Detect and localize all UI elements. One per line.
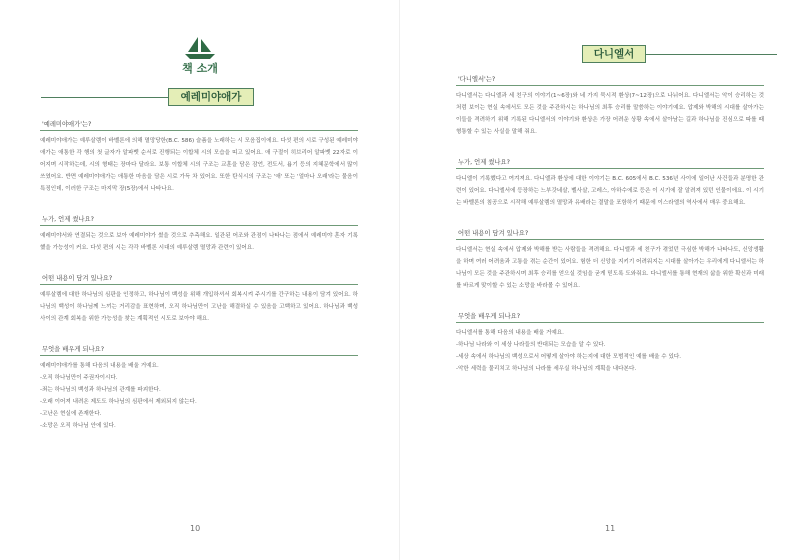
right-sections (456, 73, 764, 393)
right-page (400, 0, 800, 560)
lesson-intro: 예레미야애가를 통해 다음의 내용을 배울 거예요. (40, 363, 159, 369)
lesson-item: -오래 이어져 내려온 제도도 하나님의 심판에서 제외되지 않는다. (40, 399, 197, 405)
section-body: 예레미야서와 연결되는 것으로 보아 예레미야가 썼을 것으로 추측해요. 일관된 어조와 관점이 나타나는 점에서 예레미야 혼자 기록했을 가능성이 커요. 다섯 편의 시는 각각 바벨론 시대의 예루살렘 멸망과 관련이 있어요. (40, 233, 358, 251)
lesson-item: -하나님 나라와 이 세상 나라들의 반대되는 모습을 알 수 있다. (456, 342, 606, 348)
sailboat-logo-icon (183, 35, 217, 61)
section-body (40, 360, 358, 432)
section-body: 다니엘이 기록했다고 여겨져요. 다니엘과 환상에 대한 이야기는 B.C. 605에서 B.C. 536년 사이에 일어난 사건들과 분명한 관련이 있어요. 다니엘서에 등장하는 느부갓네살, 벨사살, 고레스, 아하수에로 등은 이 시기에 잘 알려져 있던 인물이에요. 이 시기는 바벨론의 침공으로 시작해 예루살렘의 멸망과 유배라는 결말을 포함하기 때문에 이스라엘의 역사에서 매우 중요해요. (456, 176, 764, 206)
book-intro-heading: 책 소개 (182, 62, 218, 75)
section-body (456, 327, 764, 375)
section-heading: 어떤 내용이 담겨 있나요? (40, 272, 358, 285)
lesson-intro: 다니엘서를 통해 다음의 내용을 배울 거예요. (456, 330, 564, 336)
lesson-item: -고난은 현실에 존재한다. (40, 411, 102, 417)
section-author (40, 213, 358, 254)
lesson-item: -악한 세력을 물리치고 하나님의 나라를 세우실 하나님의 계획을 내다본다. (456, 366, 637, 372)
section-body: 다니엘서는 다니엘과 세 친구의 이야기(1~6장)와 네 가지 묵시적 환상(7~12장)으로 나뉘어요. 다니엘서는 악이 승리하는 것처럼 보이는 현실 속에서도 모든 것을 주관하시는 하나님의 최후 승리를 말씀하는 이야기예요. 압제와 박해의 시대를 살아가는 이들을 격려하기 위해 기록된 다니엘서의 이야기와 환상은 가장 어려운 상황 속에서 살아남는 길과 하나님을 진심으로 따를 때 형통할 수 있는 사실을 말해 줘요. (456, 93, 764, 135)
section-author (456, 156, 764, 209)
left-sections (40, 118, 358, 450)
section-lessons (456, 310, 764, 375)
section-about (40, 118, 358, 195)
section-about (456, 73, 764, 138)
section-heading: '다니엘서'는? (456, 73, 764, 86)
section-heading: 누가, 언제 썼나요? (456, 156, 764, 169)
page-number: 10 (190, 524, 201, 533)
section-body: 예루살렘에 대한 하나님의 심판을 인정하고, 하나님이 백성을 위해 개입하셔서 회복시켜 주시기를 간구하는 내용이 담겨 있어요. 하나님의 백성이 하나님께 느끼는 거리감을 표현하며, 오직 하나님만이 고난을 해결하실 수 있음을 고백하고 있어요. 하나님과 백성 사이의 관계 회복을 위한 가능성을 찾는 계획적인 시도로 보아야 해요. (40, 292, 358, 322)
lesson-item: -오직 하나님만이 주권자이시다. (40, 375, 118, 381)
section-heading: 누가, 언제 썼나요? (40, 213, 358, 226)
section-lessons (40, 343, 358, 432)
section-body: 예레미야애가는 예루살렘이 바벨론에 의해 멸망당한(B.C. 586) 슬픔을 노래하는 시 모음집이에요. 다섯 편의 시로 구성된 예레미야애가는 애통한 각 행의 첫 글자가 알파벳 순서로 진행되는 이합체 시의 모습을 띠고 있어요. 애 구절이 히브리어 알파벳 22자로 이어지며 시작하는데, 시의 형태는 장마다 달라요. 보통 이합체 시의 구조는 교훈을 담은 잠언, 전도서, 욥기 등의 지혜문학에서 많이 쓰였어요. 반면 예레미야애가는 애통한 마음을 담은 시로 가득 차 있어요. 또한 탄식시의 구조는 '애' 또는 '얼마나 오래'라는 물음이 특징인데, 이러한 구조는 마지막 장(5장)에서 나타나요. (40, 138, 359, 192)
book-title-box: 예레미야애가 (168, 88, 254, 106)
page-number: 11 (605, 524, 616, 533)
section-heading: 무엇을 배우게 되나요? (456, 310, 764, 323)
section-body: 다니엘서는 현실 속에서 압제와 박해를 받는 사람들을 격려해요. 다니엘과 세 친구가 겪었던 극심한 박해가 나타나도, 신앙생활을 하며 여러 어려움과 고통을 겪는 순간이 있어요. 험한 더 신앙을 지키기 어려워지는 시대를 살아가는 우리에게 다니엘서는 하나님이 모든 것을 주관하시며 최후 승리를 얻으실 것임을 굳게 믿도록 도와줘요. 다니엘서를 통해 현재의 삶을 위한 확신과 미래를 바르게 맞이할 수 있는 소망을 바라볼 수 있어요. (456, 247, 764, 289)
section-heading: 어떤 내용이 담겨 있나요? (456, 227, 764, 240)
book-title-box: 다니엘서 (582, 45, 646, 63)
lesson-item: -소망은 오직 하나님 안에 있다. (40, 423, 116, 429)
section-content (40, 272, 358, 325)
section-content (456, 227, 764, 292)
section-heading: '예레미야애가'는? (40, 118, 358, 131)
section-heading: 무엇을 배우게 되나요? (40, 343, 358, 356)
lesson-item: -죄는 하나님의 백성과 하나님의 관계를 파괴한다. (40, 387, 161, 393)
lesson-item: -세상 속에서 하나님의 백성으로서 어떻게 살아야 하는지에 대한 모범적인 예를 배울 수 있다. (456, 354, 682, 360)
